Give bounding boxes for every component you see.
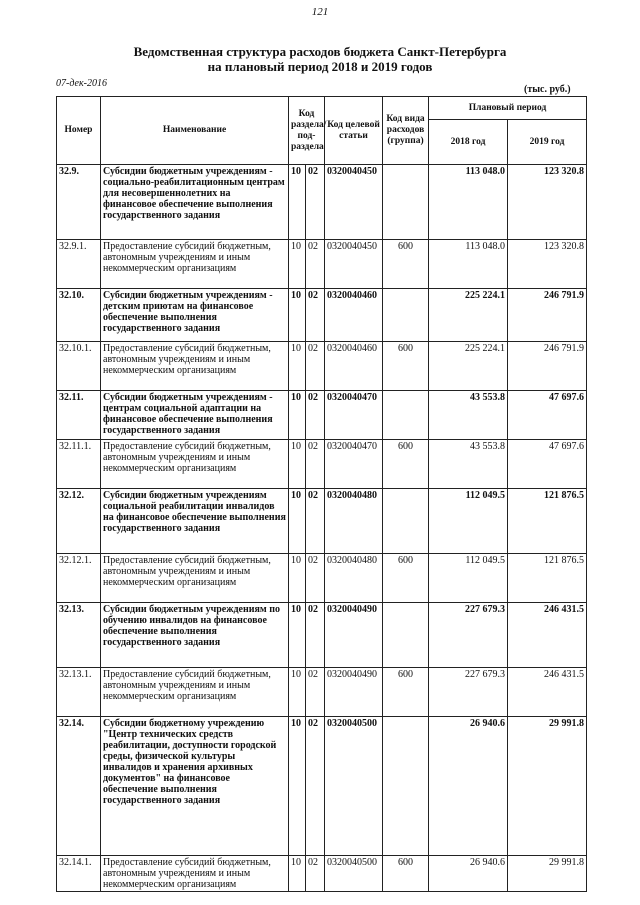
row-subsection: 02	[306, 440, 325, 489]
row-amount-2019: 123 320.8	[508, 165, 587, 240]
row-name: Субсидии бюджетным учреждениям социальной реабилитации инвалидов на финансовое обеспечение выполнения государственного задания	[101, 489, 289, 554]
row-amount-2019: 47 697.6	[508, 440, 587, 489]
row-number: 32.10.	[57, 289, 101, 342]
row-number: 32.13.1.	[57, 668, 101, 717]
row-subsection: 02	[306, 240, 325, 289]
header-section-code: Код раздела/ под-раздела	[289, 97, 325, 165]
header-target-code: Код целевой статьи	[325, 97, 383, 165]
row-target-code: 0320040480	[325, 489, 383, 554]
row-name: Предоставление субсидий бюджетным, автономным учреждениям и иным некоммерческим организациям	[101, 668, 289, 717]
row-amount-2018: 113 048.0	[429, 240, 508, 289]
row-subsection: 02	[306, 554, 325, 603]
row-subsection: 02	[306, 717, 325, 856]
header-year-2018: 2018 год	[429, 120, 508, 165]
row-subsection: 02	[306, 856, 325, 892]
row-section: 10	[289, 289, 306, 342]
row-number: 32.12.	[57, 489, 101, 554]
row-expense-type: 600	[383, 440, 429, 489]
header-expense-type-code: Код вида расходов (группа)	[383, 97, 429, 165]
row-subsection: 02	[306, 668, 325, 717]
row-amount-2019: 47 697.6	[508, 391, 587, 440]
row-subsection: 02	[306, 342, 325, 391]
row-amount-2019: 123 320.8	[508, 240, 587, 289]
units-label: (тыс. руб.)	[524, 84, 571, 95]
row-expense-type	[383, 391, 429, 440]
row-section: 10	[289, 440, 306, 489]
header-number: Номер	[57, 97, 101, 165]
row-amount-2019: 246 431.5	[508, 668, 587, 717]
row-name: Субсидии бюджетным учреждениям по обучению инвалидов на финансовое обеспечение выполнения государственного задания	[101, 603, 289, 668]
row-target-code: 0320040480	[325, 554, 383, 603]
row-amount-2018: 26 940.6	[429, 717, 508, 856]
row-expense-type: 600	[383, 856, 429, 892]
row-amount-2018: 43 553.8	[429, 440, 508, 489]
row-number: 32.10.1.	[57, 342, 101, 391]
document-date: 07-дек-2016	[56, 78, 107, 89]
row-target-code: 0320040490	[325, 603, 383, 668]
header-year-2019: 2019 год	[508, 120, 587, 165]
row-section: 10	[289, 668, 306, 717]
row-target-code: 0320040490	[325, 668, 383, 717]
row-target-code: 0320040500	[325, 856, 383, 892]
row-number: 32.12.1.	[57, 554, 101, 603]
row-target-code: 0320040460	[325, 342, 383, 391]
table-row	[57, 342, 587, 391]
row-amount-2019: 29 991.8	[508, 856, 587, 892]
row-expense-type	[383, 489, 429, 554]
table-row	[57, 165, 587, 240]
row-name: Предоставление субсидий бюджетным, автономным учреждениям и иным некоммерческим организациям	[101, 440, 289, 489]
row-number: 32.14.1.	[57, 856, 101, 892]
row-amount-2019: 29 991.8	[508, 717, 587, 856]
row-amount-2018: 112 049.5	[429, 554, 508, 603]
row-name: Предоставление субсидий бюджетным, автономным учреждениям и иным некоммерческим организациям	[101, 240, 289, 289]
document-title	[0, 44, 640, 74]
row-subsection: 02	[306, 289, 325, 342]
row-expense-type	[383, 717, 429, 856]
budget-table	[56, 96, 587, 892]
title-line-1: Ведомственная структура расходов бюджета Санкт-Петербурга	[133, 44, 507, 59]
row-amount-2018: 227 679.3	[429, 668, 508, 717]
row-amount-2018: 26 940.6	[429, 856, 508, 892]
table-row	[57, 489, 587, 554]
row-amount-2019: 246 791.9	[508, 342, 587, 391]
row-expense-type	[383, 165, 429, 240]
row-section: 10	[289, 554, 306, 603]
row-expense-type: 600	[383, 240, 429, 289]
row-amount-2018: 113 048.0	[429, 165, 508, 240]
row-target-code: 0320040460	[325, 289, 383, 342]
row-amount-2018: 227 679.3	[429, 603, 508, 668]
row-number: 32.11.	[57, 391, 101, 440]
row-subsection: 02	[306, 391, 325, 440]
row-target-code: 0320040470	[325, 440, 383, 489]
row-amount-2019: 121 876.5	[508, 489, 587, 554]
row-section: 10	[289, 717, 306, 856]
row-name: Субсидии бюджетным учреждениям - центрам социальной адаптации на финансовое обеспечение выполнения государственного задания	[101, 391, 289, 440]
row-section: 10	[289, 856, 306, 892]
row-number: 32.14.	[57, 717, 101, 856]
row-section: 10	[289, 603, 306, 668]
table-row	[57, 289, 587, 342]
row-name: Предоставление субсидий бюджетным, автономным учреждениям и иным некоммерческим организациям	[101, 342, 289, 391]
table-row	[57, 668, 587, 717]
row-name: Субсидии бюджетным учреждениям - социально-реабилитационным центрам для несовершеннолетних на финансовое обеспечение выполнения государственного задания	[101, 165, 289, 240]
row-subsection: 02	[306, 165, 325, 240]
table-body	[57, 165, 587, 892]
table-row	[57, 440, 587, 489]
row-target-code: 0320040500	[325, 717, 383, 856]
row-amount-2018: 225 224.1	[429, 289, 508, 342]
table-row	[57, 856, 587, 892]
row-name: Предоставление субсидий бюджетным, автономным учреждениям и иным некоммерческим организациям	[101, 856, 289, 892]
row-subsection: 02	[306, 489, 325, 554]
row-section: 10	[289, 342, 306, 391]
row-expense-type: 600	[383, 554, 429, 603]
table-row	[57, 717, 587, 856]
row-number: 32.11.1.	[57, 440, 101, 489]
row-amount-2018: 43 553.8	[429, 391, 508, 440]
header-name: Наименование	[101, 97, 289, 165]
table-row	[57, 554, 587, 603]
row-section: 10	[289, 240, 306, 289]
row-amount-2018: 112 049.5	[429, 489, 508, 554]
row-expense-type	[383, 289, 429, 342]
row-expense-type	[383, 603, 429, 668]
row-target-code: 0320040450	[325, 165, 383, 240]
header-planning-period: Плановый период	[429, 97, 587, 120]
row-number: 32.9.1.	[57, 240, 101, 289]
row-target-code: 0320040450	[325, 240, 383, 289]
row-section: 10	[289, 489, 306, 554]
row-expense-type: 600	[383, 342, 429, 391]
row-section: 10	[289, 391, 306, 440]
table-row	[57, 240, 587, 289]
row-name: Субсидии бюджетным учреждениям - детским приютам на финансовое обеспечение выполнения государственного задания	[101, 289, 289, 342]
row-section: 10	[289, 165, 306, 240]
row-subsection: 02	[306, 603, 325, 668]
table-row	[57, 603, 587, 668]
row-number: 32.13.	[57, 603, 101, 668]
page-number: 121	[311, 6, 329, 18]
table-row	[57, 391, 587, 440]
title-line-2: на плановый период 2018 и 2019 годов	[207, 59, 433, 74]
row-expense-type: 600	[383, 668, 429, 717]
row-amount-2019: 246 431.5	[508, 603, 587, 668]
row-name: Предоставление субсидий бюджетным, автономным учреждениям и иным некоммерческим организациям	[101, 554, 289, 603]
row-target-code: 0320040470	[325, 391, 383, 440]
row-amount-2019: 121 876.5	[508, 554, 587, 603]
row-amount-2019: 246 791.9	[508, 289, 587, 342]
row-amount-2018: 225 224.1	[429, 342, 508, 391]
row-number: 32.9.	[57, 165, 101, 240]
row-name: Субсидии бюджетному учреждению "Центр технических средств реабилитации, доступности городской среды, физической культуры инвалидов и хранения архивных документов" на финансовое обеспечение выполнения государственного задания	[101, 717, 289, 856]
